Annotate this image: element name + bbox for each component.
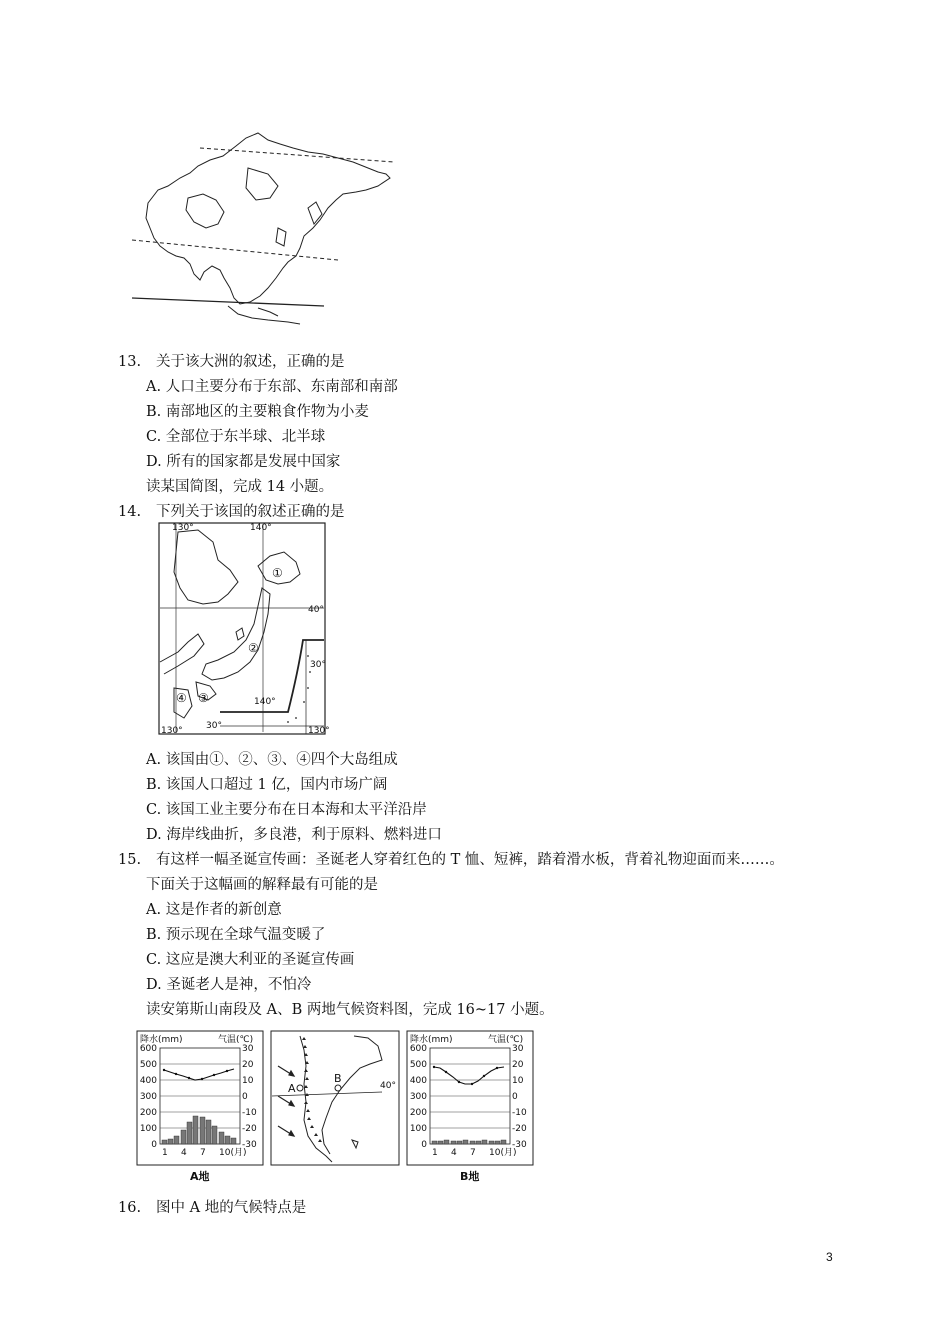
lat-40-label: 40° <box>308 605 324 615</box>
right-tick: -30 <box>512 1140 527 1150</box>
precip-axis-label: 降水(mm) <box>140 1035 183 1045</box>
lat-40-label: 40° <box>380 1081 396 1091</box>
chart-caption: A地 <box>190 1170 210 1183</box>
option-d: D. 圣诞老人是神，不怕冷 <box>146 977 312 993</box>
option-b: B. 南部地区的主要粮食作物为小麦 <box>146 404 369 420</box>
right-tick: -30 <box>242 1140 257 1150</box>
right-tick: -10 <box>242 1108 257 1118</box>
left-tick: 400 <box>409 1076 427 1086</box>
option-c: C. 该国工业主要分布在日本海和太平洋沿岸 <box>146 802 427 818</box>
left-tick: 300 <box>409 1092 427 1102</box>
page-number: 3 <box>826 1250 833 1264</box>
left-tick: 500 <box>409 1060 427 1070</box>
option-a: A. 该国由①、②、③、④四个大岛组成 <box>146 752 398 768</box>
question-16 <box>118 1198 306 1218</box>
temp-axis-label: 气温(℃) <box>488 1035 524 1045</box>
lat-30-right-label: 30° <box>310 660 326 670</box>
question-15 <box>118 850 784 870</box>
question-stem: 下列关于该国的叙述正确的是 <box>156 504 345 520</box>
question-number: 13. <box>118 354 142 370</box>
option-c: C. 这应是澳大利亚的圣诞宣传画 <box>146 952 355 968</box>
intro-q16-17: 读安第斯山南段及 A、B 两地气候资料图，完成 16~17 小题。 <box>146 1002 554 1018</box>
lon-140-top-label: 140° <box>250 523 272 533</box>
climate-chart-a <box>136 1030 264 1186</box>
right-tick: -10 <box>512 1108 527 1118</box>
right-tick: 10 <box>512 1076 524 1086</box>
lon-130-br-label: 130° <box>308 726 330 736</box>
left-tick: 0 <box>421 1140 427 1150</box>
location-a-label: A <box>288 1082 296 1095</box>
island-1-label: ① <box>272 566 283 580</box>
andes-map <box>270 1030 400 1166</box>
question-number: 16. <box>118 1200 142 1216</box>
right-tick: -20 <box>242 1124 257 1134</box>
intro-q14: 读某国简图，完成 14 小题。 <box>146 479 334 495</box>
left-tick: 300 <box>139 1092 157 1102</box>
option-c: C. 全部位于东半球、北半球 <box>146 429 326 445</box>
lat-30-bottom-label: 30° <box>206 721 222 731</box>
question-stem-continued: 下面关于这幅画的解释最有可能的是 <box>146 877 378 893</box>
option-d: D. 海岸线曲折，多良港，利于原料、燃料进口 <box>146 827 442 843</box>
x-tick: 1 <box>432 1148 438 1158</box>
asia-map <box>128 128 398 328</box>
option-b: B. 该国人口超过 1 亿，国内市场广阔 <box>146 777 388 793</box>
left-tick: 500 <box>139 1060 157 1070</box>
right-tick: 10 <box>242 1076 254 1086</box>
x-tick: 1 <box>162 1148 168 1158</box>
island-4-label: ④ <box>176 691 187 705</box>
question-stem: 图中 A 地的气候特点是 <box>156 1200 307 1216</box>
left-tick: 100 <box>139 1124 157 1134</box>
left-tick: 400 <box>139 1076 157 1086</box>
island-3-label: ③ <box>198 691 209 705</box>
x-tick: 4 <box>181 1148 187 1158</box>
lon-130-bottom-label: 130° <box>161 726 183 736</box>
question-stem: 关于该大洲的叙述，正确的是 <box>156 354 345 370</box>
question-stem: 有这样一幅圣诞宣传画：圣诞老人穿着红色的 T 恤、短裤，踏着滑水板，背着礼物迎面而来……。 <box>156 852 784 868</box>
asia-outline <box>146 133 390 304</box>
right-tick: 20 <box>512 1060 524 1070</box>
right-tick: 0 <box>512 1092 518 1102</box>
question-number: 14. <box>118 504 142 520</box>
lon-140-bottom-label: 140° <box>254 697 276 707</box>
x-tick: 7 <box>470 1148 476 1158</box>
x-tick: 10(月) <box>219 1148 247 1158</box>
left-tick: 600 <box>409 1044 427 1054</box>
left-tick: 200 <box>139 1108 157 1118</box>
question-13 <box>118 352 345 372</box>
climate-chart-b <box>406 1030 534 1186</box>
option-a: A. 这是作者的新创意 <box>146 902 282 918</box>
right-tick: 30 <box>242 1044 254 1054</box>
x-tick: 4 <box>451 1148 457 1158</box>
right-tick: 30 <box>512 1044 524 1054</box>
question-14 <box>118 502 345 522</box>
location-b-label: B <box>334 1072 342 1085</box>
lon-130-top-label: 130° <box>172 523 194 533</box>
left-tick: 0 <box>151 1140 157 1150</box>
left-tick: 200 <box>409 1108 427 1118</box>
question-number: 15. <box>118 852 142 868</box>
option-b: B. 预示现在全球气温变暖了 <box>146 927 326 943</box>
right-tick: 20 <box>242 1060 254 1070</box>
right-tick: -20 <box>512 1124 527 1134</box>
precip-axis-label: 降水(mm) <box>410 1035 453 1045</box>
option-a: A. 人口主要分布于东部、东南部和南部 <box>146 379 398 395</box>
x-tick: 7 <box>200 1148 206 1158</box>
island-2-label: ② <box>248 641 259 655</box>
left-tick: 100 <box>409 1124 427 1134</box>
japan-map <box>158 522 330 736</box>
x-tick: 10(月) <box>489 1148 517 1158</box>
right-tick: 0 <box>242 1092 248 1102</box>
left-tick: 600 <box>139 1044 157 1054</box>
option-d: D. 所有的国家都是发展中国家 <box>146 454 341 470</box>
chart-caption: B地 <box>460 1170 480 1183</box>
temp-axis-label: 气温(℃) <box>218 1035 254 1045</box>
